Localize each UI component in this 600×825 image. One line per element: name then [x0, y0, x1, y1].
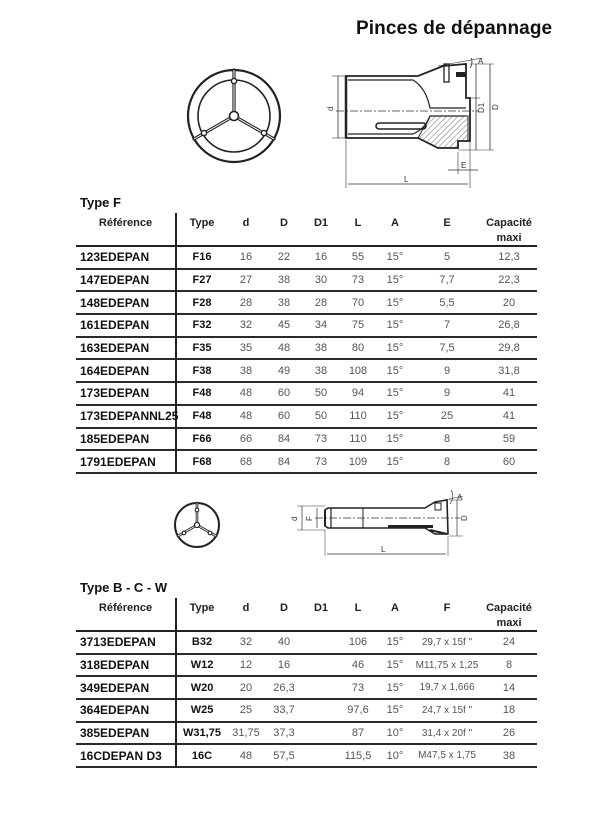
cell-E: 5,5	[439, 296, 455, 309]
cell-type: F27	[192, 274, 212, 287]
cell-D: 40	[277, 636, 291, 649]
cell-type: F68	[192, 455, 212, 468]
cell-L: 109	[348, 455, 368, 468]
cell-L: 80	[351, 342, 365, 355]
cell-reference: 173EDEPANNL25	[76, 405, 176, 428]
cell-D1	[303, 676, 339, 699]
cell-D: 26,3	[273, 681, 295, 694]
header-capacity	[481, 213, 537, 246]
cell-capacity: 26,8	[498, 319, 520, 332]
cell-type: F16	[192, 251, 212, 264]
cell-D: 38	[277, 296, 291, 309]
header-A: A	[391, 602, 399, 614]
table-row	[76, 382, 537, 405]
diagram-label-d: d	[290, 516, 299, 521]
cell-D1: 28	[314, 296, 328, 309]
diagram-label-A: A	[478, 58, 484, 66]
page-title: Pinces de dépannage	[356, 18, 553, 39]
cell-A: 15°	[386, 636, 404, 649]
cell-reference: 147EDEPAN	[76, 269, 176, 292]
cell-d: 35	[239, 342, 253, 355]
cell-type: W25	[190, 704, 214, 717]
table-row	[76, 722, 537, 745]
cell-d: 38	[239, 364, 253, 377]
cell-d: 32	[239, 636, 253, 649]
table-row	[76, 428, 537, 451]
cell-E: 25	[440, 410, 454, 423]
cell-type: 16C	[191, 749, 213, 762]
cell-capacity: 59	[502, 432, 516, 445]
cell-E: 8	[443, 432, 451, 445]
header-capacity	[481, 598, 537, 631]
header-d: d	[242, 217, 250, 229]
cell-reference: 16CDEPAN D3	[76, 744, 176, 767]
header-reference: Référence	[76, 598, 176, 631]
cell-L: 46	[351, 659, 365, 672]
cell-L: 55	[351, 251, 365, 264]
cell-capacity: 22,3	[498, 274, 520, 287]
cell-D1	[303, 744, 339, 767]
table-row	[76, 405, 537, 428]
cell-D1: 50	[314, 387, 328, 400]
cell-D: 57,5	[273, 749, 295, 762]
cell-F: 29,7 x 15f "	[421, 636, 473, 648]
cell-E: 9	[443, 364, 451, 377]
diagram-label-d: d	[326, 106, 335, 111]
cell-L: 73	[351, 681, 365, 694]
diagram-label-D: D	[460, 515, 469, 521]
table-row	[76, 676, 537, 699]
cell-type: F32	[192, 319, 212, 332]
diagram-label-D: D	[491, 104, 500, 110]
table-row	[76, 744, 537, 767]
cell-d: 32	[239, 319, 253, 332]
cell-L: 94	[351, 387, 365, 400]
cell-reference: 123EDEPAN	[76, 246, 176, 269]
cell-D: 33,7	[273, 704, 295, 717]
type-bcw-side-view-diagram	[285, 488, 475, 563]
table-row	[76, 359, 537, 382]
cell-L: 110	[349, 410, 367, 423]
cell-A: 15°	[386, 342, 404, 355]
cell-L: 70	[351, 296, 365, 309]
cell-d: 12	[239, 659, 253, 672]
cell-D: 22	[277, 251, 291, 264]
cell-reference: 385EDEPAN	[76, 722, 176, 745]
cell-capacity: 20	[502, 296, 516, 309]
cell-E: 9	[443, 387, 451, 400]
cell-type: F28	[192, 296, 212, 309]
cell-A: 15°	[386, 681, 404, 694]
cell-reference: 3713EDEPAN	[76, 631, 176, 654]
cell-F: 24,7 x 15f "	[421, 704, 473, 716]
cell-E: 7,5	[439, 342, 455, 355]
cell-d: 27	[239, 274, 253, 287]
cell-d: 20	[239, 681, 253, 694]
cell-D1: 50	[314, 410, 328, 423]
cell-d: 48	[239, 749, 253, 762]
cell-F: M11,75 x 1,25	[415, 659, 479, 671]
cell-reference: 148EDEPAN	[76, 291, 176, 314]
header-A: A	[391, 217, 399, 229]
cell-D: 48	[277, 342, 291, 355]
cell-type: F35	[192, 342, 212, 355]
cell-D: 16	[277, 659, 291, 672]
cell-capacity: 60	[502, 455, 516, 468]
cell-D1: 38	[314, 342, 328, 355]
cell-capacity: 26	[502, 727, 516, 740]
cell-L: 97,6	[347, 704, 369, 717]
type-f-side-section-diagram	[318, 58, 528, 188]
type-f-section-label: Type F	[80, 195, 121, 210]
cell-d: 28	[239, 296, 253, 309]
header-capacity-line2: maxi	[496, 617, 522, 629]
table-row	[76, 450, 537, 473]
cell-L: 75	[351, 319, 365, 332]
cell-D1: 16	[314, 251, 328, 264]
cell-A: 15°	[386, 410, 404, 423]
cell-reference: 1791EDEPAN	[76, 450, 176, 473]
header-capacity-line1: Capacité	[486, 602, 532, 614]
diagram-label-L: L	[404, 175, 409, 184]
cell-L: 73	[351, 274, 365, 287]
cell-D: 49	[277, 364, 291, 377]
cell-type: F66	[192, 432, 212, 445]
cell-capacity: 8	[505, 659, 513, 672]
cell-F: M47,5 x 1,75	[418, 750, 476, 762]
cell-F: 31,4 x 20f "	[421, 727, 473, 739]
table-header-row	[76, 213, 537, 246]
cell-D1	[303, 631, 339, 654]
cell-A: 15°	[386, 364, 404, 377]
table-row	[76, 291, 537, 314]
cell-A: 15°	[386, 432, 404, 445]
cell-A: 15°	[386, 704, 404, 717]
table-row	[76, 269, 537, 292]
type-f-table	[76, 213, 537, 474]
header-type: Type	[189, 602, 215, 614]
cell-L: 110	[349, 432, 367, 445]
cell-reference: 185EDEPAN	[76, 428, 176, 451]
cell-L: 108	[348, 364, 368, 377]
table-header-row	[76, 598, 537, 631]
cell-type: W31,75	[183, 727, 221, 740]
cell-A: 15°	[386, 296, 404, 309]
cell-A: 15°	[386, 251, 404, 264]
diagram-label-L: L	[381, 545, 386, 554]
cell-D1	[303, 699, 339, 722]
cell-reference: 349EDEPAN	[76, 676, 176, 699]
cell-A: 10°	[386, 727, 404, 740]
cell-D1: 73	[314, 432, 328, 445]
cell-capacity: 14	[502, 681, 516, 694]
cell-d: 48	[239, 387, 253, 400]
table-row	[76, 246, 537, 269]
header-capacity-line2: maxi	[496, 232, 522, 244]
cell-A: 15°	[386, 455, 404, 468]
cell-A: 15°	[386, 319, 404, 332]
cell-L: 106	[348, 636, 368, 649]
cell-d: 66	[239, 432, 253, 445]
table-row	[76, 314, 537, 337]
header-L: L	[354, 602, 362, 614]
type-bcw-section-label: Type B - C - W	[80, 580, 168, 595]
header-type: Type	[189, 217, 215, 229]
cell-E: 8	[443, 455, 451, 468]
cell-D1: 38	[314, 364, 328, 377]
cell-D1	[303, 722, 339, 745]
header-D: D	[280, 602, 288, 614]
cell-capacity: 18	[502, 704, 516, 717]
cell-capacity: 29,8	[498, 342, 520, 355]
cell-D1: 34	[314, 319, 328, 332]
cell-reference: 164EDEPAN	[76, 359, 176, 382]
cell-D1	[303, 654, 339, 677]
cell-D: 45	[277, 319, 291, 332]
header-reference: Référence	[76, 213, 176, 246]
diagram-label-E: E	[461, 161, 467, 170]
cell-d: 68	[239, 455, 253, 468]
type-bcw-front-view-diagram	[172, 500, 222, 550]
cell-d: 25	[239, 704, 253, 717]
header-d: d	[242, 602, 250, 614]
table-row	[76, 699, 537, 722]
cell-F: 19,7 x 1,666	[419, 682, 475, 694]
table-row	[76, 631, 537, 654]
diagram-label-D1: D1	[477, 102, 486, 113]
cell-A: 10°	[386, 749, 404, 762]
cell-d: 16	[239, 251, 253, 264]
cell-E: 5	[443, 251, 451, 264]
cell-type: F48	[192, 410, 212, 423]
cell-E: 7	[443, 319, 451, 332]
header-E: E	[443, 217, 451, 229]
cell-E: 7,7	[439, 274, 455, 287]
cell-D: 84	[277, 455, 291, 468]
cell-type: F48	[192, 387, 212, 400]
cell-reference: 163EDEPAN	[76, 337, 176, 360]
cell-capacity: 38	[502, 749, 516, 762]
cell-type: W12	[190, 659, 214, 672]
cell-D: 38	[277, 274, 291, 287]
cell-reference: 364EDEPAN	[76, 699, 176, 722]
table-row	[76, 654, 537, 677]
diagram-label-F: F	[305, 516, 314, 521]
header-F: F	[443, 602, 451, 614]
cell-d: 48	[239, 410, 253, 423]
cell-A: 15°	[386, 659, 404, 672]
cell-L: 115,5	[344, 749, 372, 762]
cell-capacity: 41	[502, 387, 516, 400]
cell-reference: 318EDEPAN	[76, 654, 176, 677]
cell-A: 15°	[386, 274, 404, 287]
cell-D: 60	[277, 410, 291, 423]
type-bcw-table	[76, 598, 537, 768]
type-f-front-view-diagram	[183, 66, 285, 166]
cell-A: 15°	[386, 387, 404, 400]
header-D: D	[280, 217, 288, 229]
cell-capacity: 31,8	[498, 364, 520, 377]
cell-D1: 73	[314, 455, 328, 468]
header-capacity-line1: Capacité	[486, 217, 532, 229]
cell-d: 31,75	[232, 727, 260, 740]
cell-capacity: 12,3	[498, 251, 520, 264]
header-L: L	[354, 217, 362, 229]
cell-D: 37,3	[273, 727, 295, 740]
cell-L: 87	[351, 727, 365, 740]
header-D1: D1	[313, 602, 329, 614]
diagram-label-A: A	[457, 493, 463, 502]
cell-capacity: 24	[502, 636, 516, 649]
header-D1: D1	[313, 217, 329, 229]
cell-reference: 161EDEPAN	[76, 314, 176, 337]
cell-D: 60	[277, 387, 291, 400]
table-row	[76, 337, 537, 360]
cell-type: F38	[192, 364, 212, 377]
cell-capacity: 41	[502, 410, 516, 423]
cell-type: B32	[191, 636, 213, 649]
cell-reference: 173EDEPAN	[76, 382, 176, 405]
cell-D: 84	[277, 432, 291, 445]
cell-D1: 30	[314, 274, 328, 287]
cell-type: W20	[190, 681, 214, 694]
